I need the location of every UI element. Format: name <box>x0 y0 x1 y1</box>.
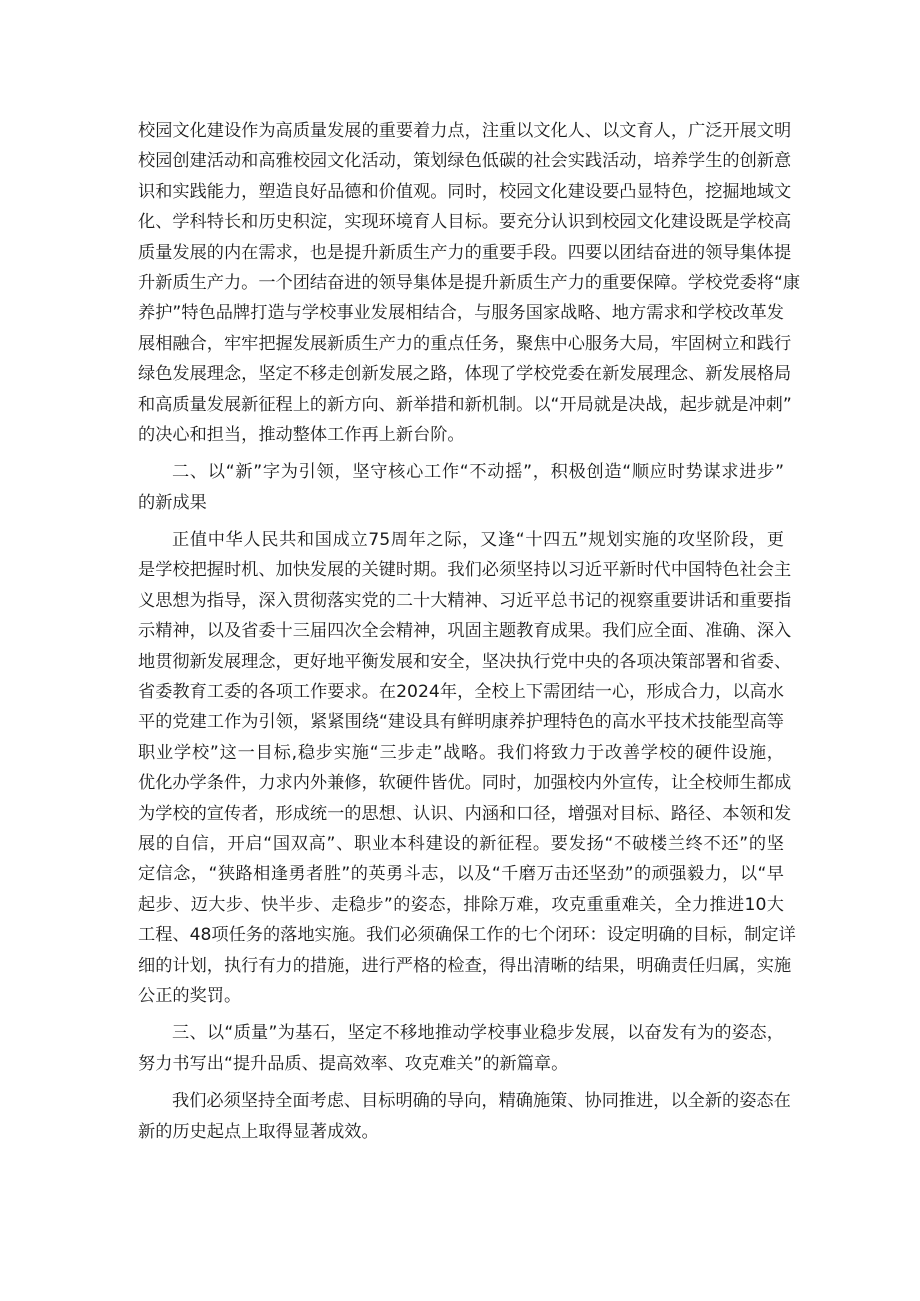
text-line: 定信念，“狭路相逢勇者胜”的英勇斗志，以及“千磨万击还坚劲”的顽强毅力，以“早 <box>138 864 784 885</box>
text-line: 义思想为指导，深入贯彻落实党的二十大精神、习近平总书记的视察重要讲话和重要指 <box>138 590 792 611</box>
text-line: 公正的奖罚。 <box>138 985 242 1006</box>
text-line: 起步、迈大步、快半步、走稳步”的姿态，排除万难，攻克重重难关，全力推进10大 <box>138 894 784 915</box>
text-line: 三、以“质量”为基石，坚定不移地推动学校事业稳步发展，以奋发有为的姿态， <box>172 1023 784 1044</box>
text-line: 的决心和担当，推动整体工作再上新台阶。 <box>138 424 465 445</box>
text-line: 校园创建活动和高雅校园文化活动，策划绿色低碳的社会实践活动，培养学生的创新意 <box>138 151 792 172</box>
text-line: 识和实践能力，塑造良好品德和价值观。同时，校园文化建设要凸显特色，挖掘地域文 <box>138 181 792 202</box>
document-body <box>138 116 801 1154</box>
text-line: 升新质生产力。一个团结奋进的领导集体是提升新质生产力的重要保障。学校党委将“康 <box>138 272 801 293</box>
text-line: 质量发展的内在需求，也是提升新质生产力的重要手段。四要以团结奋进的领导集体提 <box>138 242 792 263</box>
section-heading <box>138 1018 784 1079</box>
text-line: 平的党建工作为引领，紧紧围绕“建设具有鲜明康养护理特色的高水平技术技能型高等 <box>138 712 784 733</box>
text-line: 展的自信，开启“国双高”、职业本科建设的新征程。要发扬“不破楼兰终不还”的坚 <box>138 833 784 854</box>
body-paragraph <box>138 116 801 450</box>
body-paragraph <box>138 525 796 1011</box>
section-heading <box>138 457 784 518</box>
body-paragraph <box>138 1086 791 1147</box>
text-line: 绿色发展理念，坚定不移走创新发展之路，体现了学校党委在新发展理念、新发展格局 <box>138 364 792 385</box>
text-line: 化、学科特长和历史积淀，实现环境育人目标。要充分认识到校园文化建设既是学校高 <box>138 212 792 233</box>
text-line: 地贯彻新发展理念，更好地平衡发展和安全，坚决执行党中央的各项决策部署和省委、 <box>138 651 792 672</box>
text-line: 细的计划，执行有力的措施，进行严格的检查，得出清晰的结果，明确责任归属，实施 <box>138 955 792 976</box>
text-line: 是学校把握时机、加快发展的关键时期。我们必须坚持以习近平新时代中国特色社会主 <box>138 560 792 581</box>
text-line: 示精神，以及省委十三届四次全会精神，巩固主题教育成果。我们应全面、准确、深入 <box>138 621 792 642</box>
text-line: 新的历史起点上取得显著成效。 <box>138 1121 379 1142</box>
text-line: 正值中华人民共和国成立75周年之际，又逢“十四五”规划实施的攻坚阶段，更 <box>172 530 784 551</box>
text-line: 努力书写出“提升品质、提高效率、攻克难关”的新篇章。 <box>138 1053 569 1074</box>
text-line: 我们必须坚持全面考虑、目标明确的导向，精确施策、协同推进，以全新的姿态在 <box>172 1091 791 1112</box>
text-line: 的新成果 <box>138 492 207 513</box>
text-line: 展相融合，牢牢把握发展新质生产力的重点任务，聚焦中心服务大局，牢固树立和践行 <box>138 333 792 354</box>
text-line: 省委教育工委的各项工作要求。在2024年，全校上下需团结一心，形成合力，以高水 <box>138 682 784 703</box>
text-line: 工程、48项任务的落地实施。我们必须确保工作的七个闭环：设定明确的目标，制定详 <box>138 925 796 946</box>
text-line: 二、以“新”字为引领，坚守核心工作“不动摇”，积极创造“顺应时势谋求进步” <box>172 462 784 483</box>
text-line: 优化办学条件，力求内外兼修，软硬件皆优。同时，加强校内外宣传，让全校师生都成 <box>138 773 792 794</box>
text-line: 为学校的宣传者，形成统一的思想、认识、内涵和口径，增强对目标、路径、本领和发 <box>138 803 792 824</box>
text-line: 校园文化建设作为高质量发展的重要着力点，注重以文化人、以文育人，广泛开展文明 <box>138 121 792 141</box>
text-line: 职业学校”这一目标,稳步实施“三步走”战略。我们将致力于改善学校的硬件设施， <box>138 742 784 763</box>
text-line: 和高质量发展新征程上的新方向、新举措和新机制。以“开局就是决战，起步就是冲刺” <box>138 394 792 415</box>
text-line: 养护”特色品牌打造与学校事业发展相结合，与服务国家战略、地方需求和学校改革发 <box>138 303 784 324</box>
